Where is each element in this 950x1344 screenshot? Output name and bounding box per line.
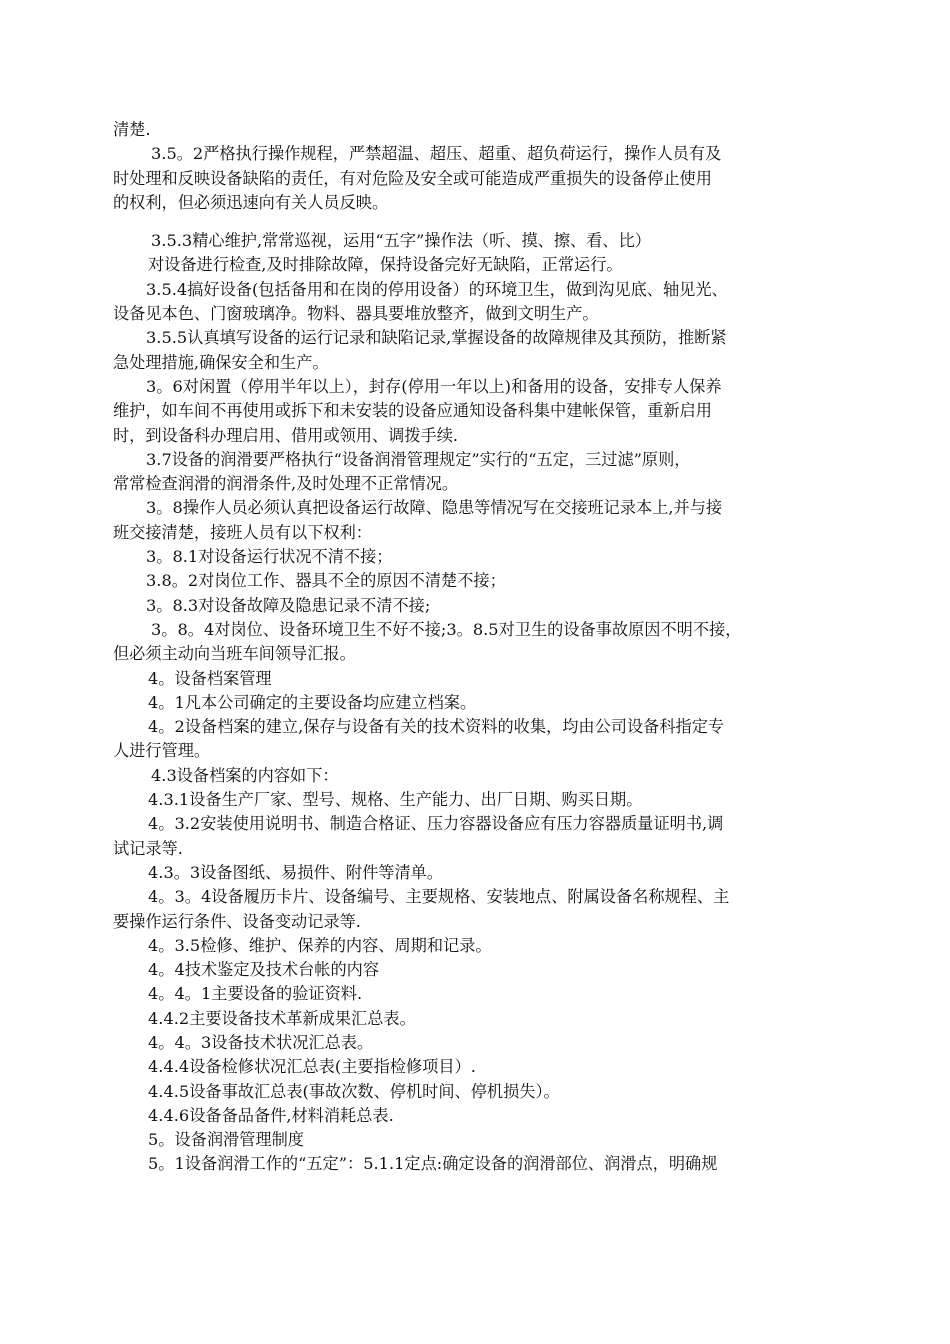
- text-line: 3。8。4对岗位、设备环境卫生不好不接;3。8.5对卫生的设备事故原因不明不接，: [151, 619, 742, 639]
- text-line: 对设备进行检查,及时排除故障，保持设备完好无缺陷，正常运行。: [148, 255, 623, 275]
- text-line: 3.5.4搞好设备(包括备用和在岗的停用设备）的环境卫生，做到沟见底、轴见光、: [146, 279, 728, 299]
- text-line: 4。1凡本公司确定的主要设备均应建立档案。: [148, 692, 477, 712]
- text-line: 5。1设备润滑工作的“五定”：5.1.1定点:确定设备的润滑部位、润滑点，明确规: [148, 1154, 718, 1174]
- text-line: 5。设备润滑管理制度: [148, 1130, 304, 1150]
- text-line: 4。2设备档案的建立,保存与设备有关的技术资料的收集，均由公司设备科指定专: [148, 717, 725, 737]
- text-line: 清楚.: [113, 120, 151, 139]
- text-line: 时，到设备科办理启用、借用或领用、调拨手续.: [113, 425, 459, 445]
- text-line: 急处理措施,确保安全和生产。: [113, 352, 329, 372]
- text-line: 设备见本色、门窗玻璃净。物料、器具要堆放整齐，做到文明生产。: [113, 304, 599, 324]
- text-line: 人进行管理。: [113, 741, 211, 761]
- text-line: 3。8操作人员必须认真把设备运行故障、隐患等情况写在交接班记录本上,并与接: [146, 498, 723, 518]
- text-line: 4。4。1主要设备的验证资料.: [148, 984, 363, 1004]
- text-line: 3。8.1对设备运行状况不清不接；: [146, 547, 393, 567]
- text-line: 试记录等.: [113, 838, 183, 858]
- text-line: 3.5.5认真填写设备的运行记录和缺陷记录,掌握设备的故障规律及其预防，推断紧: [146, 328, 727, 348]
- text-line: 3。6对闲置（停用半年以上），封存(停用一年以上)和备用的设备，安排专人保养: [146, 376, 722, 396]
- text-line: 4.4.4设备检修状况汇总表(主要指检修项目）.: [148, 1057, 476, 1077]
- text-line: 但必须主动向当班车间领导汇报。: [113, 644, 356, 664]
- text-line: 时处理和反映设备缺陷的责任，有对危险及安全或可能造成严重损失的设备停止使用: [113, 168, 712, 188]
- text-line: 3.7设备的润滑要严格执行“设备润滑管理规定”实行的“五定，三过滤”原则，: [146, 449, 691, 469]
- text-line: 班交接清楚，接班人员有以下权利：: [113, 522, 372, 542]
- text-line: 4。设备档案管理: [148, 668, 272, 688]
- text-line: 4。3.5检修、维护、保养的内容、周期和记录。: [148, 935, 492, 955]
- paragraph-gap: [113, 215, 843, 229]
- text-line: 3.5.3精心维护,常常巡视，运用“五字”操作法（听、摸、擦、看、比）: [151, 231, 651, 251]
- text-line: 4。3。4设备履历卡片、设备编号、主要规格、安装地点、附属设备名称规程、主: [148, 887, 730, 907]
- text-line: 4。3.2安装使用说明书、制造合格证、压力容器设备应有压力容器质量证明书,调: [148, 814, 724, 834]
- text-line: 维护，如车间不再使用或拆下和未安装的设备应通知设备科集中建帐保管，重新启用: [113, 401, 712, 421]
- text-line: 的权利，但必须迅速向有关人员反映。: [113, 192, 389, 212]
- text-line: 4.3。3设备图纸、易损件、附件等清单。: [148, 862, 444, 882]
- text-line: 常常检查润滑的润滑条件,及时处理不正常情况。: [113, 474, 459, 494]
- document-body: [113, 118, 843, 1177]
- text-line: 4.3.1设备生产厂家、型号、规格、生产能力、出厂日期、购买日期。: [148, 790, 643, 810]
- text-line: 要操作运行条件、设备变动记录等.: [113, 911, 361, 931]
- text-line: 3.8。2对岗位工作、器具不全的原因不清楚不接；: [146, 571, 506, 591]
- text-line: 3.5。2严格执行操作规程，严禁超温、超压、超重、超负荷运行，操作人员有及: [151, 144, 722, 164]
- text-line: 4.4.2主要设备技术革新成果汇总表。: [148, 1008, 416, 1028]
- text-line: 4.4.6设备备品备件,材料消耗总表.: [148, 1105, 394, 1125]
- text-line: 3。8.3对设备故障及隐患记录不清不接;: [146, 595, 431, 615]
- text-line: 4.4.5设备事故汇总表(事故次数、停机时间、停机损失）。: [148, 1081, 560, 1101]
- text-line: 4。4技术鉴定及技术台帐的内容: [148, 960, 380, 980]
- text-line: 4。4。3设备技术状况汇总表。: [148, 1032, 374, 1052]
- text-line: 4.3设备档案的内容如下：: [151, 765, 339, 785]
